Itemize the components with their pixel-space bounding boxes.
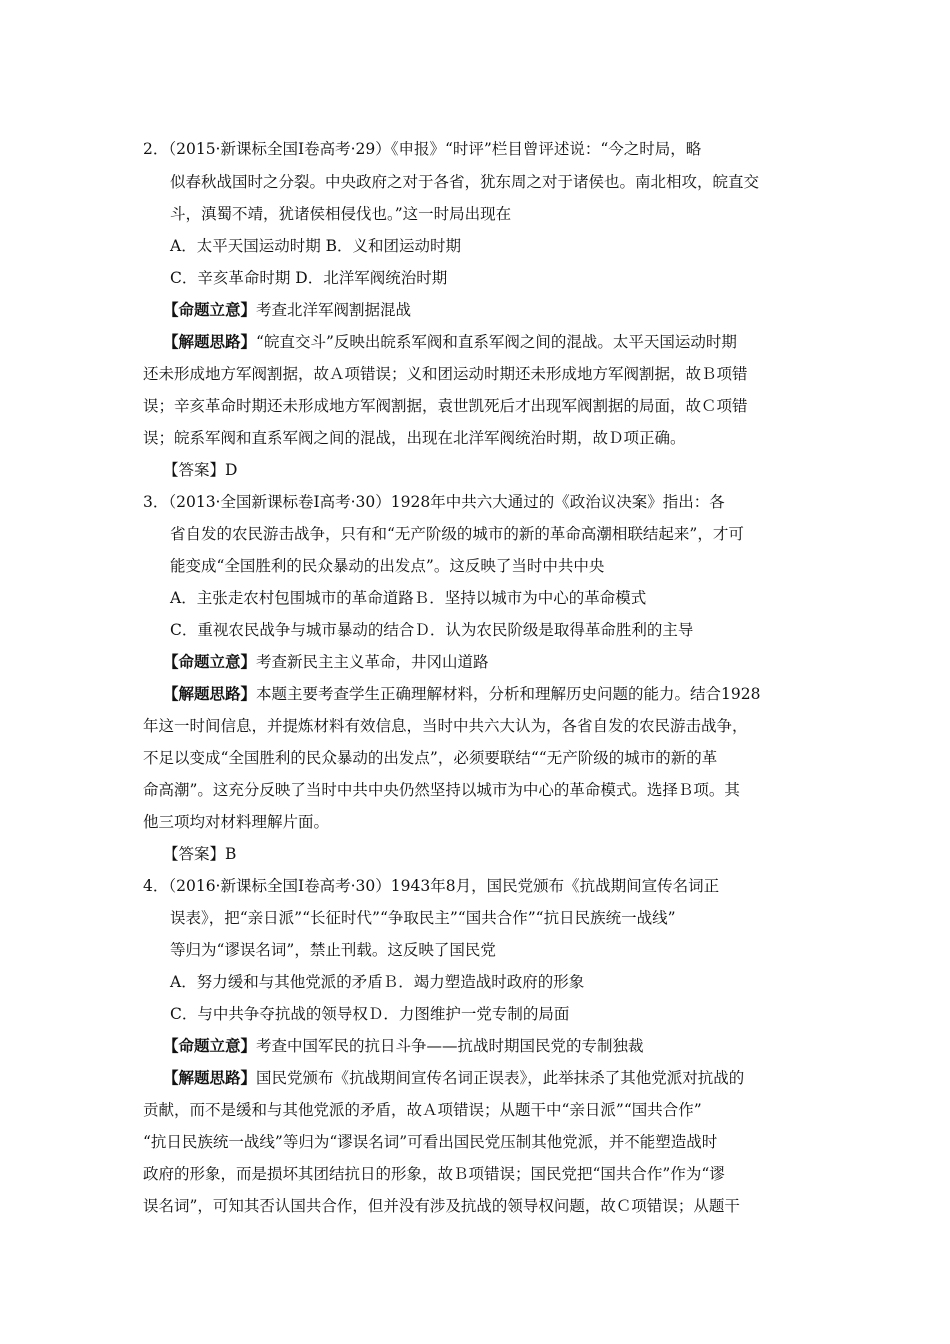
q2-stem-line-3: 斗，滇蜀不靖，犹诸侯相侵伐也。”这一时局出现在 <box>170 205 512 223</box>
q4-stem-line-1: 4．（2016·新课标全国Ⅰ卷高考·30）1943年8月，国民党颁布《抗战期间宣传名词正 <box>143 877 720 895</box>
q2-analysis-text-1: “皖直交斗”反映出皖系军阀和直系军阀之间的混战。太平天国运动时期 <box>256 333 737 351</box>
q3-intent-text: 考查新民主主义革命，井冈山道路 <box>256 653 489 671</box>
q3-stem-line-2: 省自发的农民游击战争，只有和“无产阶级的城市的新的革命高潮相联结起来”，才可 <box>170 525 744 543</box>
q4-intent-text: 考查中国军民的抗日斗争——抗战时期国民党的专制独裁 <box>256 1037 644 1055</box>
q2-stem-line-2: 似春秋战国时之分裂。中央政府之对于各省，犹东周之对于诸侯也。南北相攻，皖直交 <box>170 173 760 191</box>
q3-answer: 【答案】B <box>163 845 237 863</box>
q2-intent-label: 【命题立意】 <box>163 300 257 319</box>
q3-analysis-line-4: 命高潮”。这充分反映了当时中共中央仍然坚持以城市为中心的革命模式。选择Ｂ项。其 <box>143 781 740 799</box>
q2-option-cd: C．辛亥革命时期 D．北洋军阀统治时期 <box>170 269 448 287</box>
q4-analysis-line-4: 政府的形象，而是损坏其团结抗日的形象，故Ｂ项错误；国民党把“国共合作”作为“谬 <box>143 1165 725 1183</box>
q2-analysis-label: 【解题思路】 <box>163 332 257 351</box>
q3-analysis-label: 【解题思路】 <box>163 684 257 703</box>
q3-analysis-line-2: 年这一时间信息，并提炼材料有效信息，当时中共六大认为，各省自发的农民游击战争， <box>143 717 748 735</box>
q3-option-cd: C．重视农民战争与城市暴动的结合Ｄ．认为农民阶级是取得革命胜利的主导 <box>170 621 694 639</box>
q4-intent <box>163 1036 644 1056</box>
q3-intent <box>163 652 489 672</box>
q4-analysis-text-1: 国民党颁布《抗战期间宣传名词正误表》，此举抹杀了其他党派对抗战的 <box>256 1069 745 1087</box>
q2-analysis-line-1 <box>163 332 737 352</box>
q2-intent <box>163 300 411 320</box>
q3-analysis-text-1: 本题主要考查学生正确理解材料，分析和理解历史问题的能力。结合1928 <box>256 685 761 703</box>
q2-intent-text: 考查北洋军阀割据混战 <box>256 301 412 319</box>
q4-option-ab: A．努力缓和与其他党派的矛盾Ｂ．竭力塑造战时政府的形象 <box>170 973 585 991</box>
q3-analysis-line-5: 他三项均对材料理解片面。 <box>143 813 330 831</box>
q2-stem-line-1: 2．（2015·新课标全国Ⅰ卷高考·29）《申报》“时评”栏目曾评述说：“今之时局，略 <box>143 140 702 158</box>
q2-answer: 【答案】D <box>163 461 238 479</box>
q3-intent-label: 【命题立意】 <box>163 652 257 671</box>
q2-analysis-line-4: 误；皖系军阀和直系军阀之间的混战，出现在北洋军阀统治时期，故Ｄ项正确。 <box>143 429 686 447</box>
q3-analysis-line-3: 不足以变成“全国胜利的民众暴动的出发点”，必须要联结““无产阶级的城市的新的革 <box>143 749 718 767</box>
q2-analysis-line-3: 误；辛亥革命时期还未形成地方军阀割据，袁世凯死后才出现军阀割据的局面，故Ｃ项错 <box>143 397 748 415</box>
q3-stem-line-1: 3．（2013·全国新课标卷Ⅰ高考·30）1928年中共六大通过的《政治议决案》指出：各 <box>143 493 725 511</box>
q4-analysis-label: 【解题思路】 <box>163 1068 257 1087</box>
q4-stem-line-3: 等归为“谬误名词”，禁止刊载。这反映了国民党 <box>170 941 496 959</box>
q4-option-cd: C．与中共争夺抗战的领导权Ｄ．力图维护一党专制的局面 <box>170 1005 570 1023</box>
q4-analysis-line-5: 误名词”，可知其否认国共合作，但并没有涉及抗战的领导权问题，故Ｃ项错误；从题干 <box>143 1197 740 1215</box>
q4-analysis-line-3: “抗日民族统一战线”等归为“谬误名词”可看出国民党压制其他党派，并不能塑造战时 <box>143 1133 718 1151</box>
q4-stem-line-2: 误表》，把“亲日派”“长征时代”“争取民主”“国共合作”“抗日民族统一战线” <box>170 909 676 927</box>
q3-analysis-line-1 <box>163 684 760 704</box>
q4-analysis-line-2: 贡献，而不是缓和与其他党派的矛盾，故Ａ项错误；从题干中“亲日派”“国共合作” <box>143 1101 702 1119</box>
q4-intent-label: 【命题立意】 <box>163 1036 257 1055</box>
q4-analysis-line-1 <box>163 1068 744 1088</box>
q3-stem-line-3: 能变成“全国胜利的民众暴动的出发点”。这反映了当时中共中央 <box>170 557 605 575</box>
q3-option-ab: A．主张走农村包围城市的革命道路Ｂ．坚持以城市为中心的革命模式 <box>170 589 647 607</box>
q2-option-ab: A．太平天国运动时期 B．义和团运动时期 <box>170 237 462 255</box>
q2-analysis-line-2: 还未形成地方军阀割据，故Ａ项错误；义和团运动时期还未形成地方军阀割据，故Ｂ项错 <box>143 365 748 383</box>
